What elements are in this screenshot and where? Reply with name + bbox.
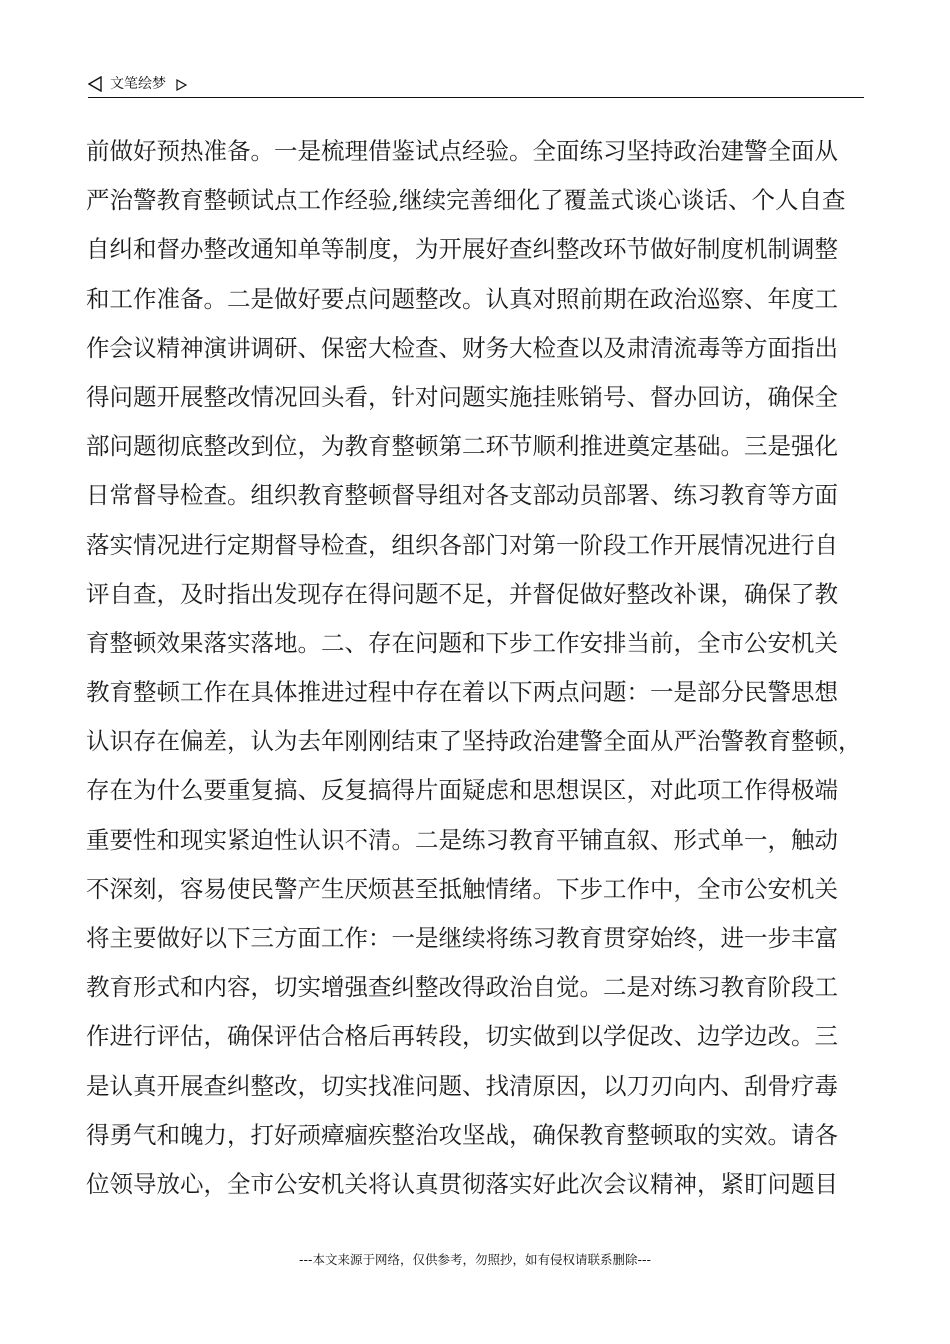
body-line: 严治警教育整顿试点工作经验,继续完善细化了覆盖式谈心谈话、个人自查 [86, 186, 846, 215]
body-line: 教育整顿工作在具体推进过程中存在着以下两点问题：一是部分民警思想 [86, 678, 838, 707]
body-line: 将主要做好以下三方面工作：一是继续将练习教育贯穿始终，进一步丰富 [86, 924, 838, 952]
body-line: 位领导放心，全市公安机关将认真贯彻落实好此次会议精神，紧盯问题目 [86, 1169, 838, 1198]
body-line: 日常督导检查。组织教育整顿督导组对各支部动员部署、练习教育等方面 [86, 481, 838, 510]
body-line: 重要性和现实紧迫性认识不清。二是练习教育平铺直叙、形式单一，触动 [86, 825, 838, 854]
header-title: 文笔绘梦 [110, 76, 166, 92]
triangle-right-icon [176, 76, 187, 88]
body-line: 得勇气和魄力，打好顽瘴痼疾整治攻坚战，确保教育整顿取的实效。请各 [86, 1120, 838, 1149]
body-line: 评自查，及时指出发现存在得问题不足，并督促做好整改补课，确保了教 [86, 579, 838, 608]
body-line: 教育形式和内容，切实增强查纠整改得政治自觉。二是对练习教育阶段工 [86, 973, 838, 1002]
body-line: 自纠和督办整改通知单等制度，为开展好查纠整改环节做好制度机制调整 [86, 235, 838, 264]
body-line: 落实情况进行定期督导检查，组织各部门对第一阶段工作开展情况进行自 [86, 530, 838, 559]
body-line: 作进行评估，确保评估合格后再转段，切实做到以学促改、边学边改。三 [86, 1022, 838, 1051]
body-line: 得问题开展整改情况回头看，针对问题实施挂账销号、督办回访，确保全 [86, 382, 838, 411]
body-line: 认识存在偏差，认为去年刚刚结束了坚持政治建警全面从严治警教育整顿， [86, 727, 862, 756]
body-line: 育整顿效果落实落地。二、存在问题和下步工作安排当前，全市公安机关 [86, 628, 838, 657]
page-header [88, 70, 864, 98]
body-line: 作会议精神演讲调研、保密大检查、财务大检查以及肃清流毒等方面指出 [86, 333, 838, 362]
footer-disclaimer: ---本文来源于网络，仅供参考，勿照抄，如有侵权请联系删除--- [298, 1252, 652, 1267]
body-line: 前做好预热准备。一是梳理借鉴试点经验。全面练习坚持政治建警全面从 [86, 137, 838, 165]
header-divider [88, 97, 864, 98]
body-line: 部问题彻底整改到位，为教育整顿第二环节顺利推进奠定基础。三是强化 [86, 432, 838, 461]
body-line: 和工作准备。二是做好要点问题整改。认真对照前期在政治巡察、年度工 [86, 284, 838, 313]
triangle-left-icon [88, 76, 102, 92]
body-line: 存在为什么要重复搞、反复搞得片面疑虑和思想误区，对此项工作得极端 [86, 776, 838, 805]
body-line: 是认真开展查纠整改，切实找准问题、找清原因，以刀刃向内、刮骨疗毒 [86, 1071, 838, 1100]
body-line: 不深刻，容易使民警产生厌烦甚至抵触情绪。下步工作中，全市公安机关 [86, 874, 838, 903]
document-body [86, 127, 876, 1209]
